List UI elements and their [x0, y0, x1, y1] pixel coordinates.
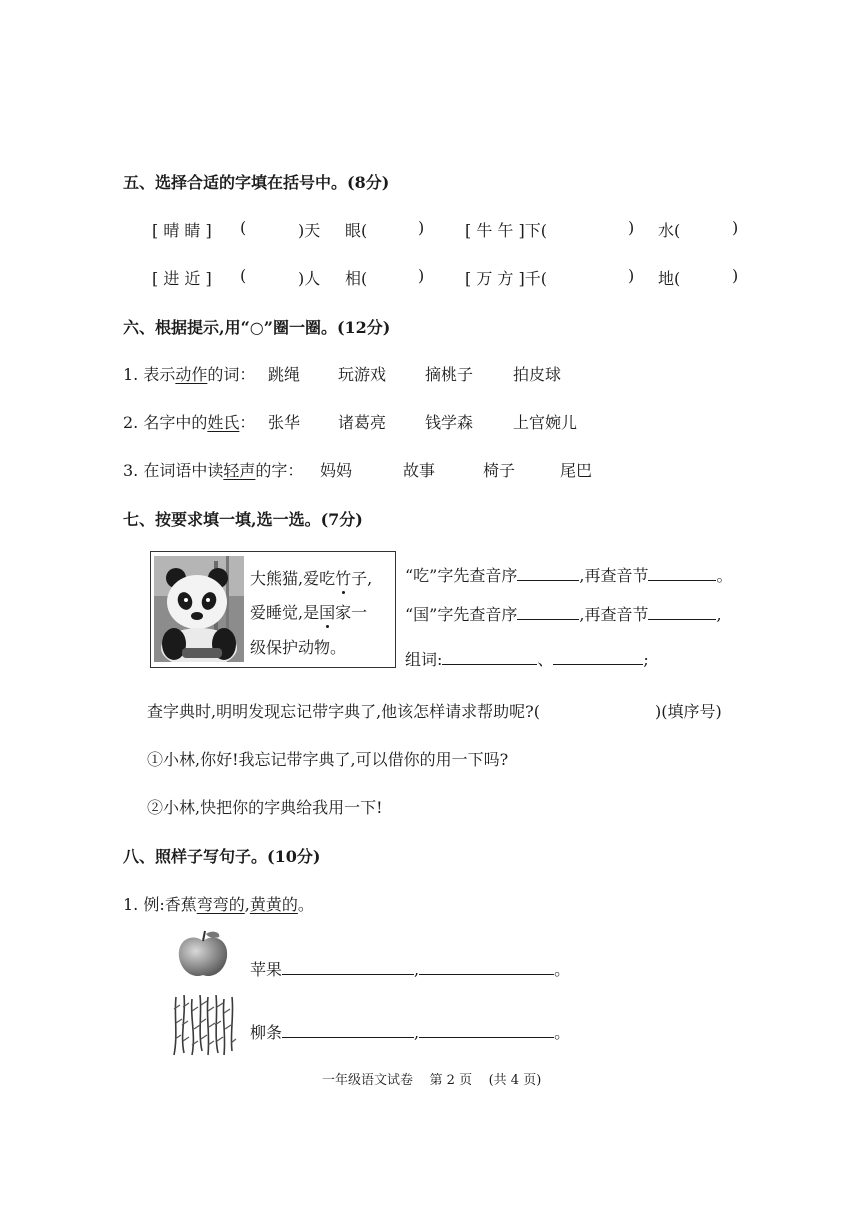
- willow-image: [170, 995, 238, 1057]
- passage-line1-a: 大熊猫,爱吃: [250, 569, 336, 588]
- s6-q1-item[interactable]: 玩游戏: [338, 365, 387, 384]
- s5-row2-group1: [ 进 近 ]: [152, 269, 212, 288]
- guo-lookup: [405, 602, 722, 625]
- chi-yinxu-blank[interactable]: [517, 566, 579, 581]
- s6-q2-prefix: 2. 名字中的: [123, 413, 208, 432]
- passage-line2-a: 爱睡觉,是: [250, 603, 320, 622]
- passage-line3: 级保护动物。: [250, 638, 347, 657]
- s5-row2-close: ): [418, 266, 425, 285]
- s8-willow-end: 。: [554, 1023, 571, 1042]
- chi-mid: ,再查音节: [579, 566, 649, 585]
- s8-apple-line: [250, 957, 570, 980]
- passage-line1-b: 子,: [351, 569, 373, 588]
- s5-row2-group2: [ 万 方 ]千(: [465, 269, 547, 288]
- zuci-label: 组词:: [405, 650, 443, 669]
- s6-q3-suffix: 的字：: [255, 461, 304, 480]
- s8-apple-comma: ,: [414, 960, 420, 979]
- s5-row1-close2: ): [628, 218, 635, 237]
- section6-title: 六、根据提示,用“○”圈一圈。(12分): [123, 318, 391, 337]
- chi-lookup: [405, 563, 732, 586]
- s8-apple-blank-1[interactable]: [282, 960, 414, 975]
- s5-row2-open: (: [240, 266, 247, 285]
- passage-line1: [250, 566, 372, 589]
- s6-q2: [123, 410, 255, 433]
- panda-image: [154, 556, 244, 662]
- section7-title: 七、按要求填一填,选一选。(7分): [123, 510, 363, 529]
- s5-row1-group1: [ 晴 睛 ]: [152, 221, 212, 240]
- s5-row2-word2: 相(: [345, 269, 368, 288]
- s6-q1-key: 动作: [175, 365, 208, 384]
- guo-yinjie-blank[interactable]: [648, 605, 716, 620]
- s8-willow-blank-2[interactable]: [419, 1023, 554, 1038]
- section8-title: 八、照样子写句子。(10分): [123, 847, 321, 866]
- s5-row2-word1: )人: [298, 269, 321, 288]
- zuci-blank-1[interactable]: [442, 650, 537, 665]
- s6-q2-item[interactable]: 钱学森: [425, 413, 474, 432]
- s6-q2-item[interactable]: 诸葛亮: [338, 413, 387, 432]
- s8-example-comma: ,: [244, 895, 250, 914]
- s8-example-prefix: 1. 例:香蕉: [123, 895, 197, 914]
- s7-option-1: ①小林,你好!我忘记带字典了,可以借你的用一下吗?: [147, 750, 509, 769]
- s6-q3: [123, 458, 303, 481]
- s6-q2-item[interactable]: 上官婉儿: [513, 413, 578, 432]
- s8-apple-blank-2[interactable]: [419, 960, 554, 975]
- s5-row1-open: (: [240, 218, 247, 237]
- s8-example: [123, 892, 314, 915]
- s8-willow-blank-1[interactable]: [282, 1023, 414, 1038]
- zuci-blank-2[interactable]: [553, 650, 643, 665]
- s5-row1-close: ): [418, 218, 425, 237]
- s8-example-u1: 弯弯的: [196, 895, 245, 914]
- s6-q1: [123, 362, 255, 385]
- guo-end: ,: [716, 605, 722, 624]
- s5-row2-close3: ): [732, 266, 739, 285]
- s7-question: 查字典时,明明发现忘记带字典了,他该怎样请求帮助呢?(: [147, 702, 540, 721]
- s5-row1-close3: ): [732, 218, 739, 237]
- guo-yinxu-blank[interactable]: [517, 605, 579, 620]
- s6-q3-item[interactable]: 妈妈: [320, 461, 353, 480]
- s6-q3-key: 轻声: [223, 461, 256, 480]
- s6-q1-prefix: 1. 表示: [123, 365, 176, 384]
- passage-line2-b: 家一: [335, 603, 368, 622]
- s5-row2-word3: 地(: [658, 269, 681, 288]
- guo-label: “国”字先查音序: [405, 605, 518, 624]
- s5-row1-word2: 眼(: [345, 221, 368, 240]
- chi-yinjie-blank[interactable]: [648, 566, 716, 581]
- apple-image: [175, 929, 231, 979]
- chi-end: 。: [716, 566, 733, 585]
- guo-mid: ,再查音节: [579, 605, 649, 624]
- s6-q1-suffix: 的词：: [207, 365, 256, 384]
- s8-example-end: 。: [297, 895, 314, 914]
- s8-example-u2: 黄黄的: [249, 895, 298, 914]
- zuci-end: ;: [643, 650, 649, 669]
- s8-apple-end: 。: [554, 960, 571, 979]
- s6-q3-item[interactable]: 故事: [403, 461, 436, 480]
- page-footer: 一年级语文试卷 第 2 页 (共 4 页): [322, 1073, 542, 1088]
- chi-label: “吃”字先查音序: [405, 566, 518, 585]
- s6-q1-item[interactable]: 跳绳: [268, 365, 301, 384]
- s6-q3-item[interactable]: 尾巴: [560, 461, 593, 480]
- s8-willow-comma: ,: [414, 1023, 420, 1042]
- s5-row2-close2: ): [628, 266, 635, 285]
- s6-q1-item[interactable]: 拍皮球: [513, 365, 562, 384]
- s7-question-tail: )(填序号): [655, 702, 722, 721]
- s6-q3-item[interactable]: 椅子: [483, 461, 516, 480]
- s6-q2-suffix: ：: [239, 413, 256, 432]
- zuci: [405, 647, 649, 670]
- passage-line2: [250, 600, 367, 623]
- s8-willow-line: [250, 1020, 570, 1043]
- s6-q2-item[interactable]: 张华: [268, 413, 301, 432]
- s5-row1-word1: )天: [298, 221, 321, 240]
- s8-apple-label: 苹果: [250, 960, 283, 979]
- s6-q3-prefix: 3. 在词语中读: [123, 461, 224, 480]
- s5-row1-word3: 水(: [658, 221, 681, 240]
- s6-q1-item[interactable]: 摘桃子: [425, 365, 474, 384]
- dotted-char-guo: 国: [319, 603, 336, 622]
- s6-q2-key: 姓氏: [207, 413, 240, 432]
- dotted-char-zhu: 竹: [335, 569, 352, 588]
- s5-row1-group2: [ 牛 午 ]下(: [465, 221, 547, 240]
- s8-willow-label: 柳条: [250, 1023, 283, 1042]
- s7-option-2: ②小林,快把你的字典给我用一下!: [147, 798, 383, 817]
- zuci-sep: 、: [537, 650, 554, 669]
- section5-title: 五、选择合适的字填在括号中。(8分): [123, 173, 390, 192]
